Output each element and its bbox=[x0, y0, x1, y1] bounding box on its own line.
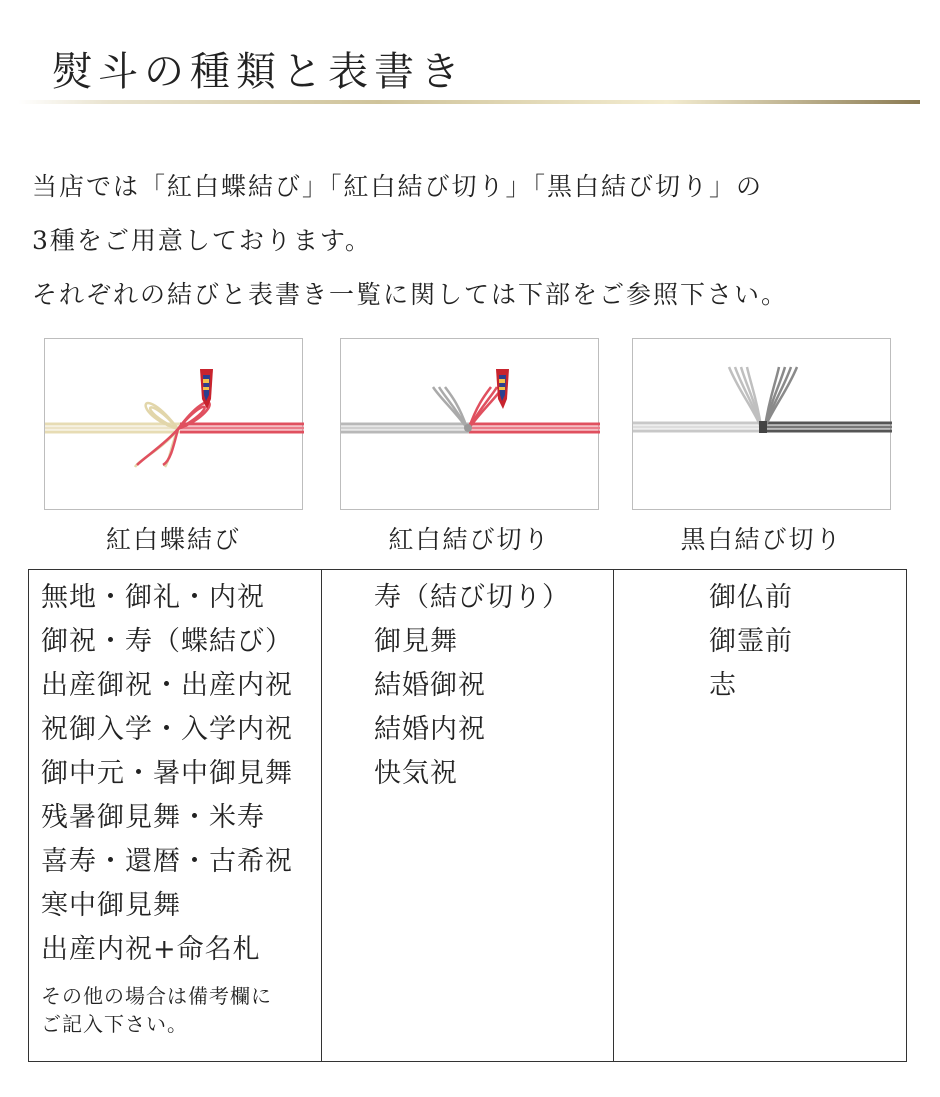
remarks-note bbox=[41, 982, 319, 1038]
inscription-item: 無地・御礼・内祝 bbox=[41, 582, 265, 613]
knot-center bbox=[464, 424, 472, 432]
inscription-item: 御仏前 bbox=[709, 582, 793, 613]
noshi-label-red-white-tied: 紅白結び切り bbox=[388, 525, 551, 554]
inscription-item: 寿（結び切り） bbox=[374, 582, 570, 613]
remarks-note-line: その他の場合は備考欄に bbox=[41, 984, 272, 1008]
column-red-white-tied bbox=[374, 576, 609, 1067]
inscription-item: 結婚御祝 bbox=[374, 670, 486, 701]
noshi-card-red-white-bow bbox=[44, 338, 303, 510]
inscription-item: 御霊前 bbox=[709, 626, 793, 657]
page-title: 熨斗の種類と表書き bbox=[52, 49, 466, 95]
inscription-item: 御中元・暑中御見舞 bbox=[41, 758, 293, 789]
cream-band-left bbox=[45, 424, 180, 432]
silver-tied-ends bbox=[433, 387, 467, 428]
silver-band-left bbox=[341, 424, 469, 432]
title-underline bbox=[18, 100, 920, 104]
intro-text bbox=[32, 160, 922, 322]
black-band-right bbox=[763, 423, 892, 431]
noshi-card-black-white-tied bbox=[632, 338, 891, 510]
inscription-item: 出産御祝・出産内祝 bbox=[41, 670, 293, 701]
column-black-white-tied bbox=[709, 576, 899, 1067]
gray-tied-ends bbox=[765, 367, 797, 427]
remarks-note-line: ご記入下さい。 bbox=[41, 1012, 188, 1036]
silver-tied-ends bbox=[729, 367, 761, 427]
noshi-label-red-white-bow: 紅白蝶結び bbox=[105, 525, 241, 554]
intro-line: 当店では「紅白蝶結び」「紅白結び切り」「黒白結び切り」の bbox=[32, 172, 764, 201]
inscription-item: 結婚内祝 bbox=[374, 714, 486, 745]
inscription-item: 出産内祝+命名札 bbox=[41, 934, 261, 965]
red-band-right bbox=[180, 424, 304, 432]
inscription-item: 祝御入学・入学内祝 bbox=[41, 714, 293, 745]
inscription-item: 寒中御見舞 bbox=[41, 890, 181, 921]
knot-center bbox=[759, 421, 767, 433]
column-divider bbox=[613, 570, 614, 1061]
noshi-label-black-white-tied: 黒白結び切り bbox=[680, 525, 843, 554]
inscription-item: 御祝・寿（蝶結び） bbox=[41, 626, 293, 657]
noshi-ornament-icon bbox=[496, 369, 509, 409]
red-white-bow-knot-noshi-image bbox=[45, 339, 304, 511]
silver-band-left bbox=[633, 423, 763, 431]
red-band-right bbox=[469, 424, 600, 432]
inscription-table bbox=[28, 569, 907, 1062]
inscription-item: 志 bbox=[709, 670, 737, 701]
red-white-tied-knot-noshi-image bbox=[341, 339, 600, 511]
black-white-tied-knot-noshi-image bbox=[633, 339, 892, 511]
inscription-item: 御見舞 bbox=[374, 626, 458, 657]
column-red-white-bow bbox=[41, 576, 319, 1067]
noshi-card-red-white-tied bbox=[340, 338, 599, 510]
inscription-item: 喜寿・還暦・古希祝 bbox=[41, 846, 293, 877]
inscription-item: 快気祝 bbox=[374, 758, 458, 789]
inscription-item: 残暑御見舞・米寿 bbox=[41, 802, 265, 833]
intro-line: 3種をご用意しております。 bbox=[32, 226, 372, 255]
column-divider bbox=[321, 570, 322, 1061]
intro-line: それぞれの結びと表書き一覧に関しては下部をご参照下さい。 bbox=[32, 280, 789, 309]
